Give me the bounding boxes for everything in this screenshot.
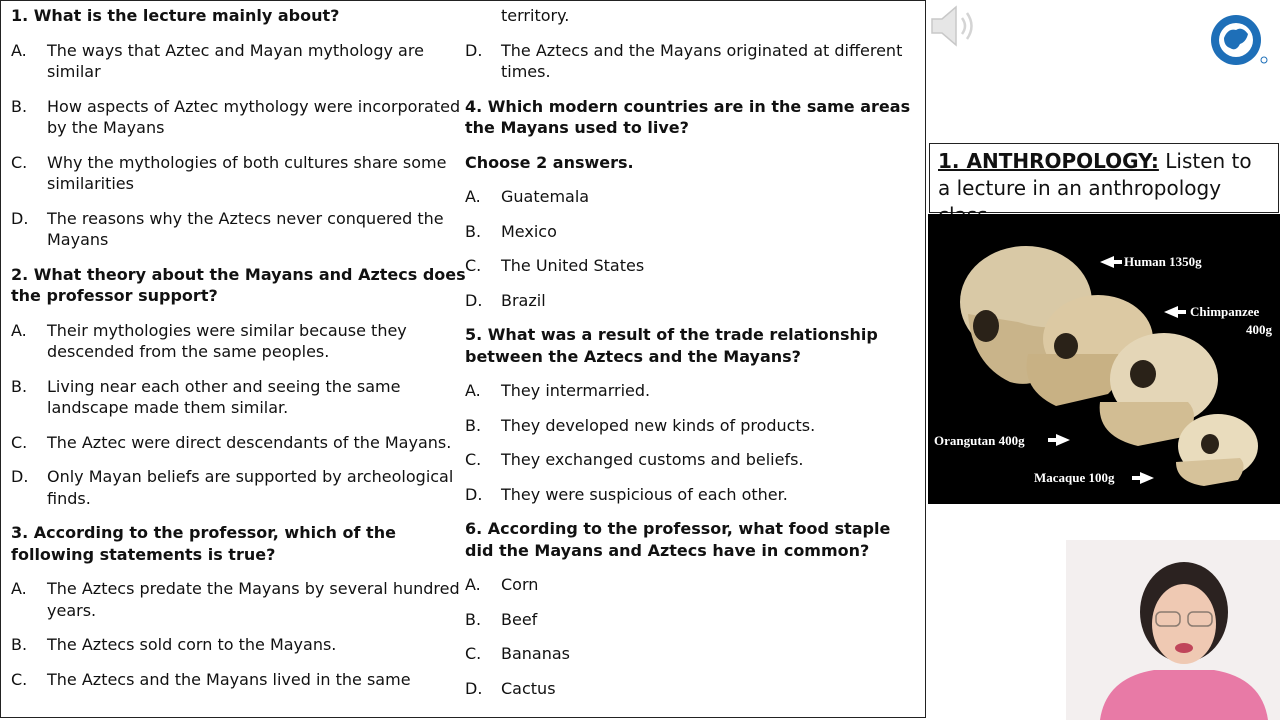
option-text: Mexico (501, 221, 557, 241)
q1-option-d[interactable] (11, 208, 466, 251)
section-title-text: Listen to a lecture in an anthropology (938, 149, 1252, 200)
q4-option-a[interactable] (465, 186, 921, 208)
option-letter: D. (465, 40, 483, 60)
school-logo (1208, 12, 1270, 68)
option-text: Beef (501, 609, 538, 629)
label-human: Human 1350g (1124, 254, 1202, 269)
option-letter: C. (465, 644, 482, 663)
option-text: Only Mayan beliefs are supported by archeological finds. (47, 467, 454, 508)
option-text: Living near each other and seeing the same landscape made them similar. (47, 376, 401, 417)
q2-option-b[interactable] (11, 376, 466, 419)
question-3: 3. According to the professor, which of the following statements is true? (11, 523, 396, 564)
option-letter: C. (465, 256, 482, 275)
presenter-video (1066, 540, 1280, 720)
q3-option-d[interactable] (465, 40, 921, 83)
option-text: Cactus (501, 678, 556, 698)
option-text: They intermarried. (501, 381, 651, 400)
q6-option-b[interactable] (465, 609, 921, 631)
option-letter: A. (465, 187, 481, 206)
question-5: 5. What was a result of the trade relationship between the Aztecs and the Mayans? (465, 325, 878, 366)
option-letter: A. (465, 381, 481, 400)
option-letter: B. (11, 635, 28, 654)
macaque-skull (1176, 414, 1258, 486)
option-text: Brazil (501, 290, 546, 310)
q2-option-d[interactable] (11, 466, 466, 509)
q6-option-d[interactable] (465, 678, 921, 700)
question-column-left (11, 1, 466, 690)
option-text: The Aztecs and the Mayans originated at different times. (501, 40, 903, 81)
q2-option-a[interactable] (11, 320, 466, 363)
option-text: Guatemala (501, 187, 590, 206)
option-letter: D. (465, 484, 483, 504)
option-text: Their mythologies were similar because they descended from the same peoples. (47, 320, 407, 361)
label-macaque: Macaque 100g (1034, 470, 1115, 485)
option-letter: D. (11, 208, 29, 228)
q3-option-b[interactable] (11, 634, 466, 656)
option-letter: C. (11, 432, 28, 452)
option-letter: D. (465, 678, 483, 698)
option-text: They exchanged customs and beliefs. (501, 450, 804, 469)
q4-option-c[interactable] (465, 255, 921, 277)
q4-option-b[interactable] (465, 221, 921, 243)
option-letter: A. (11, 40, 27, 60)
option-text: They were suspicious of each other. (501, 484, 788, 504)
option-text: Corn (501, 575, 539, 594)
option-letter: C. (11, 152, 28, 172)
option-letter: B. (11, 96, 28, 116)
q1-option-a[interactable] (11, 40, 466, 83)
label-chimpanzee-weight: 400g (1246, 322, 1272, 337)
label-chimpanzee: Chimpanzee (1190, 304, 1260, 319)
option-letter: C. (11, 669, 28, 689)
option-text: The Aztec were direct descendants of the Mayans. (47, 432, 452, 452)
question-4-note: Choose 2 answers. (465, 152, 634, 172)
section-title-box (929, 143, 1279, 213)
option-letter: D. (11, 467, 29, 486)
option-text: The United States (501, 256, 645, 275)
option-letter: B. (11, 376, 28, 396)
question-2: 2. What theory about the Mayans and Aztecs does the professor support? (11, 264, 466, 305)
q4-option-d[interactable] (465, 290, 921, 312)
option-letter: A. (11, 320, 27, 340)
option-letter: A. (11, 579, 27, 598)
option-text: The Aztecs predate the Mayans by several hundred years. (47, 579, 460, 620)
speaker-icon[interactable] (928, 2, 980, 50)
q3-option-c[interactable] (11, 669, 466, 691)
question-6: 6. According to the professor, what food staple did the Mayans and Aztecs have in common? (465, 519, 891, 560)
q1-option-c[interactable] (11, 152, 466, 195)
q3-option-a[interactable] (11, 578, 466, 621)
option-text: The Aztecs sold corn to the Mayans. (47, 635, 337, 654)
q6-option-a[interactable] (465, 574, 921, 596)
q1-option-b[interactable] (11, 96, 466, 139)
option-text: They developed new kinds of products. (501, 415, 816, 435)
option-text: The ways that Aztec and Mayan mythology are similar (47, 40, 424, 81)
q3-option-c-continuation: territory. (501, 6, 570, 25)
option-letter: B. (465, 415, 482, 435)
primate-skulls-image (928, 214, 1280, 504)
option-text: How aspects of Aztec mythology were incorporated by the Mayans (47, 96, 461, 137)
question-1: 1. What is the lecture mainly about? (11, 6, 340, 25)
option-text: The reasons why the Aztecs never conquered the Mayans (47, 208, 444, 249)
section-title-label: 1. ANTHROPOLOGY: (938, 149, 1159, 173)
option-text: Why the mythologies of both cultures share some similarities (47, 152, 447, 193)
question-4: 4. Which modern countries are in the same areas the Mayans used to live? (465, 96, 911, 137)
option-letter: D. (465, 290, 483, 310)
option-letter: B. (465, 609, 482, 629)
option-letter: A. (465, 575, 481, 594)
q5-option-b[interactable] (465, 415, 921, 437)
option-letter: B. (465, 221, 482, 241)
option-text: Bananas (501, 644, 571, 663)
q5-option-a[interactable] (465, 380, 921, 402)
q2-option-c[interactable] (11, 432, 466, 454)
q6-option-c[interactable] (465, 643, 921, 665)
q5-option-c[interactable] (465, 449, 921, 471)
label-orangutan: Orangutan 400g (934, 433, 1025, 448)
option-letter: C. (465, 450, 482, 469)
option-text: The Aztecs and the Mayans lived in the same (47, 669, 411, 689)
question-column-right (465, 1, 921, 699)
q5-option-d[interactable] (465, 484, 921, 506)
